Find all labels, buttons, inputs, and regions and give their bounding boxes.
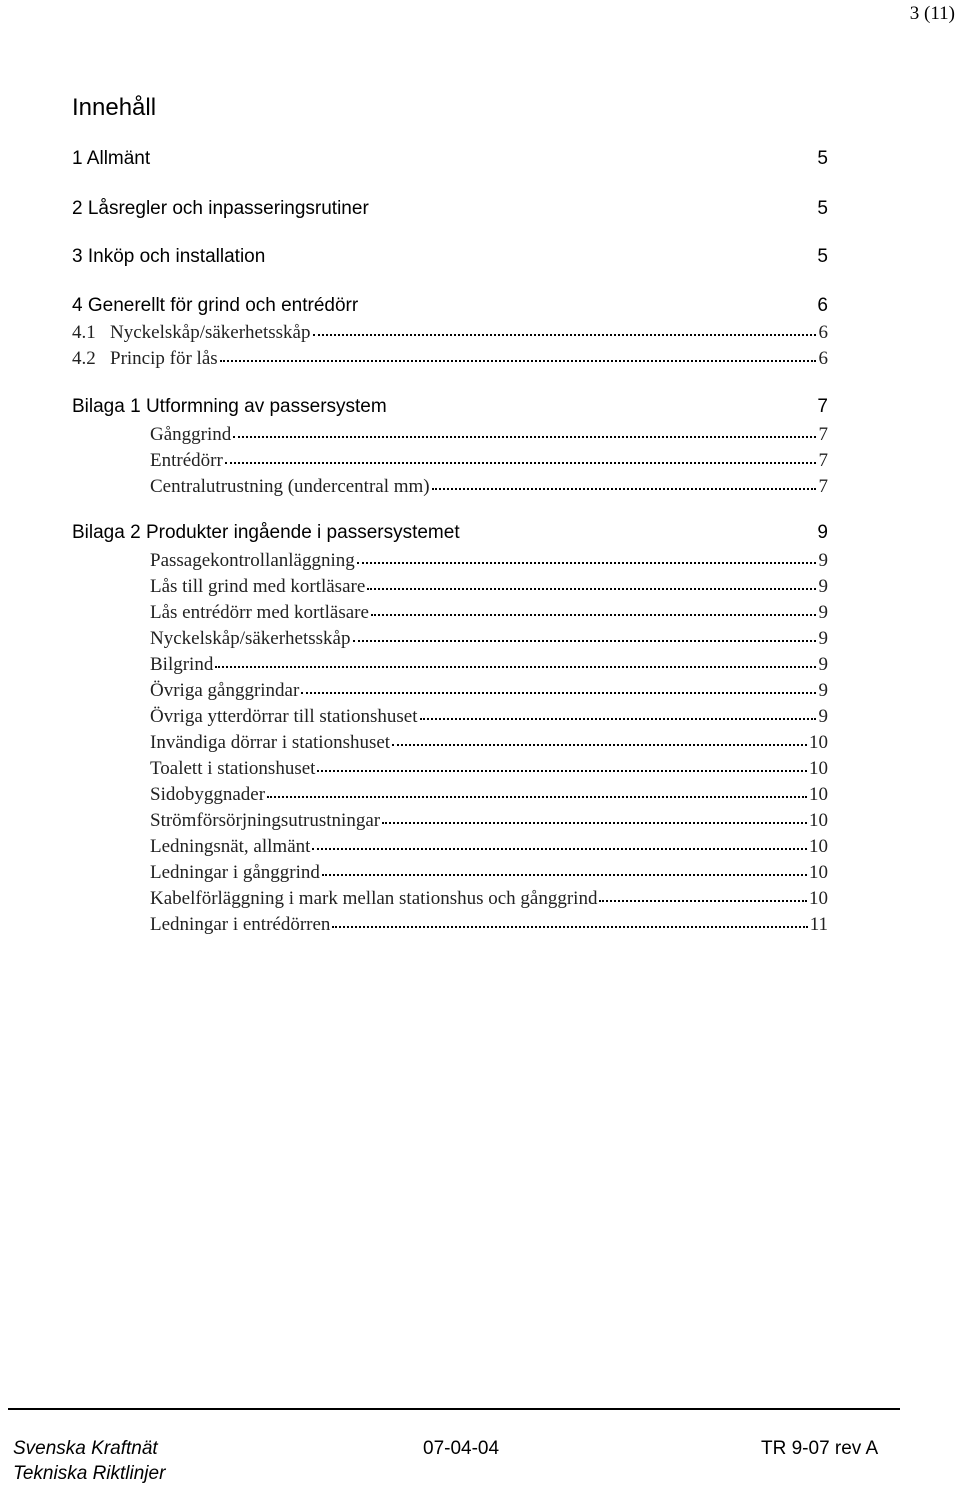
page-number: 3 (11)	[909, 3, 955, 24]
toc-entry-number: 4.1	[72, 322, 96, 343]
toc-entry-page: 10	[809, 888, 828, 909]
toc-entry-label: 4 Generellt för grind och entrédörr	[72, 295, 359, 316]
toc-entry-page: 7	[818, 424, 828, 445]
toc-entry-page: 7	[818, 476, 828, 497]
toc-entry-leader-dots	[357, 562, 816, 564]
toc-entry-page: 6	[818, 322, 828, 343]
toc-entry-label: Ledningar i entrédörren	[150, 914, 331, 935]
toc-entry-page: 10	[809, 810, 828, 831]
toc-entry-label: Lås till grind med kortläsare	[150, 576, 366, 597]
toc-entry[interactable]	[150, 862, 828, 884]
toc-entry-page: 6	[817, 295, 828, 316]
toc-entry-leader-dots	[220, 360, 816, 362]
toc-entry-leader-dots	[367, 588, 816, 590]
toc-entry-leader-dots	[313, 334, 817, 336]
toc-entry-page: 10	[809, 836, 828, 857]
toc-entry-page: 10	[809, 862, 828, 883]
toc-entry-label: Nyckelskåp/säkerhetsskåp	[110, 322, 311, 343]
toc-entry-label: Passagekontrollanläggning	[150, 550, 355, 571]
toc-entry-leader-dots	[215, 666, 816, 668]
toc-entry-label: Sidobyggnader	[150, 784, 266, 805]
toc-entry[interactable]	[150, 424, 828, 446]
toc-entry-page: 9	[818, 602, 828, 623]
toc-title: Innehåll	[72, 94, 157, 121]
toc-entry-label: 2 Låsregler och inpasseringsrutiner	[72, 198, 369, 219]
toc-entry-label: Bilaga 1 Utformning av passersystem	[72, 396, 387, 417]
toc-entry-label: Ledningsnät, allmänt	[150, 836, 311, 857]
toc-entry[interactable]	[72, 148, 828, 170]
toc-entry[interactable]	[72, 348, 828, 370]
toc-entry-number: 4.2	[72, 348, 96, 369]
toc-entry-page: 9	[817, 522, 828, 543]
toc-entry[interactable]	[150, 476, 828, 498]
footer-subtitle: Tekniska Riktlinjer	[13, 1463, 166, 1484]
toc-entry[interactable]	[150, 836, 828, 858]
footer-doc-id: TR 9-07 rev A	[761, 1438, 879, 1459]
toc-entry-label: Bilgrind	[150, 654, 214, 675]
toc-entry-leader-dots	[332, 926, 807, 928]
toc-entry[interactable]	[150, 450, 828, 472]
toc-entry-label: Invändiga dörrar i stationshuset	[150, 732, 391, 753]
toc-entry-page: 7	[817, 396, 828, 417]
toc-entry-label: Strömförsörjningsutrustningar	[150, 810, 381, 831]
toc-entry[interactable]	[72, 396, 828, 418]
toc-entry-label: Princip för lås	[110, 348, 218, 369]
toc-entry-label: Gånggrind	[150, 424, 232, 445]
toc-entry-leader-dots	[420, 718, 816, 720]
toc-entry-leader-dots	[317, 770, 807, 772]
toc-entry[interactable]	[150, 576, 828, 598]
toc-entry-label: Ledningar i gånggrind	[150, 862, 320, 883]
toc-entry-page: 6	[818, 348, 828, 369]
toc-entry[interactable]	[72, 322, 828, 344]
toc-entry-page: 9	[818, 654, 828, 675]
toc-entry-label: Övriga gånggrindar	[150, 680, 300, 701]
toc-entry[interactable]	[150, 914, 828, 936]
toc-entry-leader-dots	[382, 822, 807, 824]
toc-entry[interactable]	[150, 888, 828, 910]
toc-entry-page: 7	[818, 450, 828, 471]
toc-entry-label: Övriga ytterdörrar till stationshuset	[150, 706, 418, 727]
toc-entry-label: Lås entrédörr med kortläsare	[150, 602, 369, 623]
toc-entry-label: Toalett i stationshuset	[150, 758, 316, 779]
toc-entry-page: 9	[818, 680, 828, 701]
toc-entry[interactable]	[150, 784, 828, 806]
toc-entry[interactable]	[150, 758, 828, 780]
toc-entry[interactable]	[72, 246, 828, 268]
toc-entry-label: Kabelförläggning i mark mellan stationshus och gånggrind	[150, 888, 598, 909]
toc-entry-label: Entrédörr	[150, 450, 223, 471]
toc-entry-page: 11	[809, 914, 828, 935]
toc-entry-label: Bilaga 2 Produkter ingående i passersystemet	[72, 522, 460, 543]
toc-entry-leader-dots	[353, 640, 817, 642]
toc-entry-leader-dots	[322, 874, 807, 876]
toc-entry-leader-dots	[233, 436, 816, 438]
toc-entry-leader-dots	[225, 462, 816, 464]
toc-entry-page: 5	[817, 148, 828, 169]
toc-entry[interactable]	[72, 198, 828, 220]
toc-entry-leader-dots	[267, 796, 807, 798]
toc-entry[interactable]	[72, 295, 828, 317]
toc-entry-page: 9	[818, 628, 828, 649]
toc-entry[interactable]	[150, 706, 828, 728]
toc-entry-page: 5	[817, 198, 828, 219]
footer-company: Svenska Kraftnät	[13, 1438, 158, 1459]
toc-entry-label: Nyckelskåp/säkerhetsskåp	[150, 628, 351, 649]
footer-date: 07-04-04	[423, 1438, 500, 1459]
toc-entry-page: 10	[809, 784, 828, 805]
toc-entry-label: Centralutrustning (undercentral mm)	[150, 476, 430, 497]
toc-entry-page: 5	[817, 246, 828, 267]
toc-entry[interactable]	[72, 522, 828, 544]
toc-entry[interactable]	[150, 654, 828, 676]
toc-entry[interactable]	[150, 680, 828, 702]
toc-entry-leader-dots	[301, 692, 816, 694]
toc-entry-page: 9	[818, 706, 828, 727]
toc-entry[interactable]	[150, 550, 828, 572]
toc-entry-leader-dots	[312, 848, 807, 850]
toc-entry-leader-dots	[599, 900, 807, 902]
toc-entry[interactable]	[150, 810, 828, 832]
toc-entry-label: 1 Allmänt	[72, 148, 151, 169]
toc-entry-label: 3 Inköp och installation	[72, 246, 266, 267]
toc-entry-leader-dots	[392, 744, 807, 746]
toc-entry-leader-dots	[371, 614, 816, 616]
toc-entry[interactable]	[150, 732, 828, 754]
footer-divider	[8, 1408, 900, 1410]
toc-entry-leader-dots	[432, 488, 816, 490]
toc-entry[interactable]	[150, 602, 828, 624]
toc-entry[interactable]	[150, 628, 828, 650]
toc-entry-page: 10	[809, 732, 828, 753]
toc-entry-page: 10	[809, 758, 828, 779]
toc-entry-page: 9	[818, 550, 828, 571]
toc-entry-page: 9	[818, 576, 828, 597]
